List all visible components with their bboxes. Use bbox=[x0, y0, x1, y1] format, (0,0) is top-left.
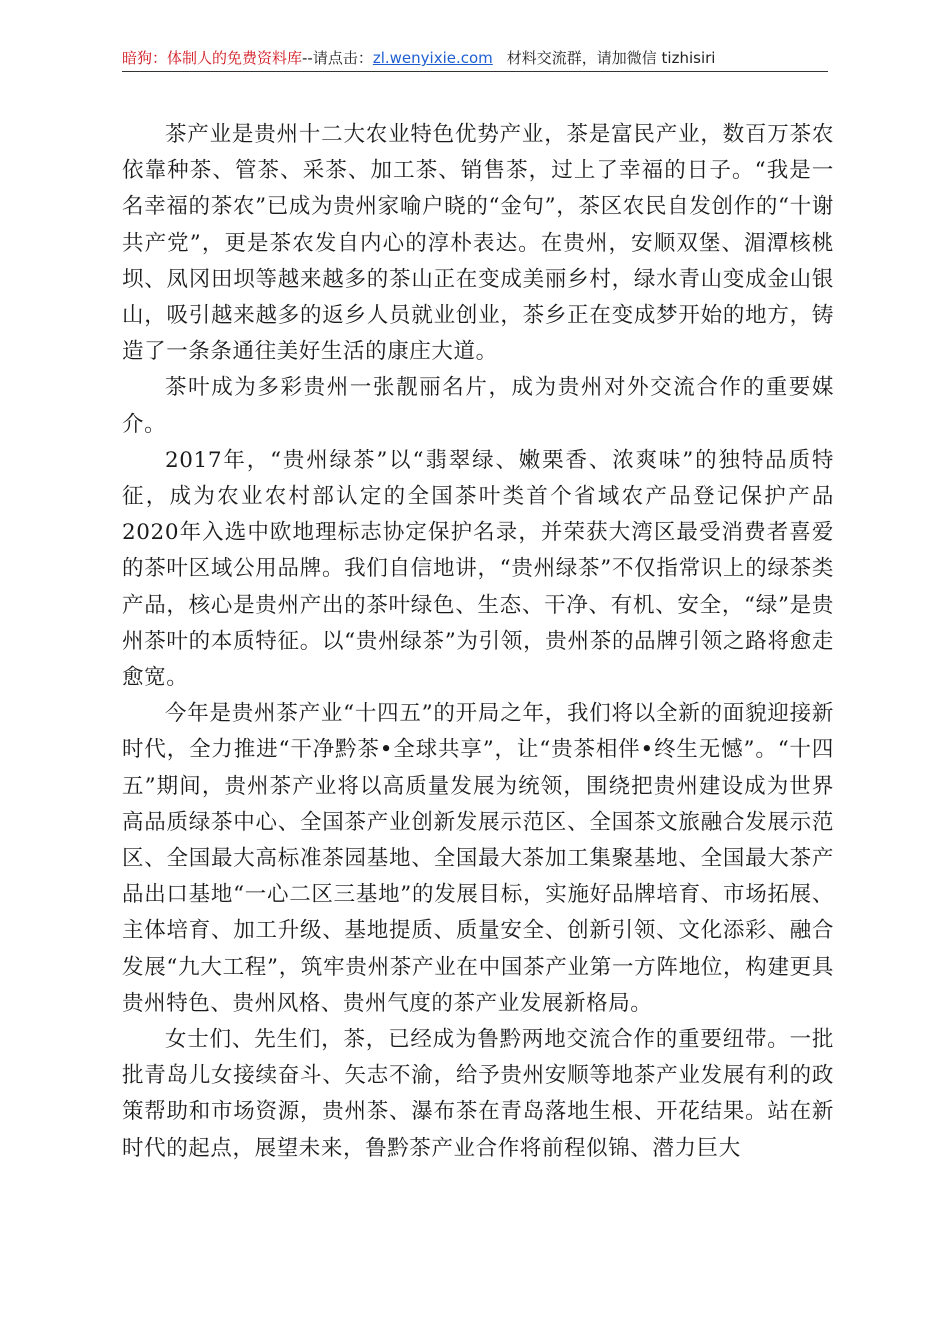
header-contact: 材料交流群，请加微信 tizhisiri bbox=[506, 49, 716, 67]
page-header bbox=[122, 46, 828, 70]
header-prompt: --请点击： bbox=[302, 49, 373, 67]
paragraph-qingdao-cooperation: 女士们、先生们，茶，已经成为鲁黔两地交流合作的重要纽带。一批批青岛儿女接续奋斗、矢志不渝，给予贵州安顺等地茶产业发展有利的政策帮助和市场资源，贵州茶、瀑布茶在青岛落地生根、开花结果。站在新时代的起点，展望未来，鲁黔茶产业合作将前程似锦、潜力巨大 bbox=[122, 1027, 834, 1161]
header-brand: 暗狗：体制人的免费资料库 bbox=[122, 49, 303, 67]
document-body bbox=[122, 117, 834, 1167]
header-link[interactable]: zl.wenyixie.com bbox=[372, 49, 493, 67]
paragraph-14th-five-year: 今年是贵州茶产业“十四五”的开局之年，我们将以全新的面貌迎接新时代，全力推进“干净黔茶•全球共享”，让“贵茶相伴•终生无憾”。“十四五”期间，贵州茶产业将以高质量发展为统领，围绕把贵州建设成为世界高品质绿茶中心、全国茶产业创新发展示范区、全国茶文旅融合发展示范区、全国最大高标准茶园基地、全国最大茶加工集聚基地、全国最大茶产品出口基地“一心二区三基地”的发展目标，实施好品牌培育、市场拓展、主体培育、加工升级、基地提质、质量安全、创新引领、文化添彩、融合发展“九大工程”，筑牢贵州茶产业在中国茶产业第一方阵地位，构建更具贵州特色、贵州风格、贵州气度的茶产业发展新格局。 bbox=[122, 701, 834, 1016]
paragraph-green-tea-brand: 2017年，“贵州绿茶”以“翡翠绿、嫩栗香、浓爽味”的独特品质特征，成为农业农村部认定的全国茶叶类首个省域农产品登记保护产品2020年入选中欧地理标志协定保护名录，并荣获大湾区最受消费者喜爱的茶叶区域公用品牌。我们自信地讲，“贵州绿茶”不仅指常识上的绿茶类产品，核心是贵州产出的茶叶绿色、生态、干净、有机、安全，“绿”是贵州茶叶的本质特征。以“贵州绿茶”为引领，贵州茶的品牌引领之路将愈走愈宽。 bbox=[122, 447, 834, 691]
header-divider bbox=[122, 71, 828, 72]
paragraph-tea-industry: 茶产业是贵州十二大农业特色优势产业，茶是富民产业，数百万茶农依靠种茶、管茶、采茶、加工茶、销售茶，过上了幸福的日子。“我是一名幸福的茶农”已成为贵州家喻户晓的“金句”，茶区农民自发创作的“十谢共产党”，更是茶农发自内心的淳朴表达。在贵州，安顺双堡、湄潭核桃坝、凤冈田坝等越来越多的茶山正在变成美丽乡村，绿水青山变成金山银山，吸引越来越多的返乡人员就业创业，茶乡正在变成梦开始的地方，铸造了一条条通往美好生活的康庄大道。 bbox=[122, 122, 834, 365]
paragraph-tea-card: 茶叶成为多彩贵州一张靓丽名片，成为贵州对外交流合作的重要媒介。 bbox=[122, 375, 834, 437]
